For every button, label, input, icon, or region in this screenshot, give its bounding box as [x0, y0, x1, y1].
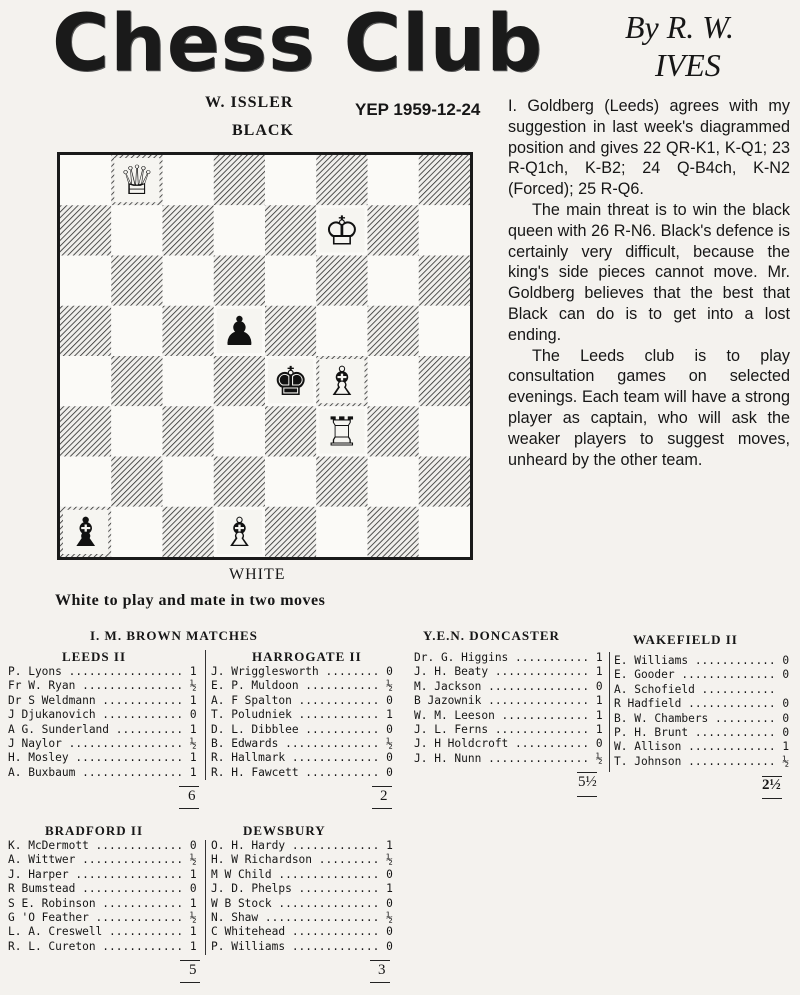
- result-row: R Bumstead ............... 0: [8, 882, 197, 896]
- leeds-total: 6: [188, 788, 196, 804]
- total-rule: [370, 960, 390, 961]
- column-title: Chess Club: [52, 0, 544, 89]
- column-divider: [205, 650, 206, 780]
- result-row: J. H. Nunn ............... ½: [414, 751, 603, 765]
- dark-square: [316, 256, 367, 306]
- light-square: [419, 306, 470, 356]
- light-square: [368, 457, 419, 507]
- light-square: [60, 256, 111, 306]
- total-rule: [180, 982, 200, 983]
- result-row: O. H. Hardy ............. 1: [211, 839, 393, 852]
- result-row: S E. Robinson ............ 1: [8, 896, 197, 910]
- harrogate-total: 2: [380, 788, 388, 804]
- dark-square: [163, 205, 214, 255]
- dark-square: [214, 457, 265, 507]
- result-row: W B Stock ............... 0: [211, 896, 393, 910]
- byline: [625, 8, 795, 84]
- dark-square: [60, 306, 111, 356]
- dark-square: [111, 356, 162, 406]
- dark-square: [265, 205, 316, 255]
- light-square: [419, 205, 470, 255]
- result-row: W. Allison ............. 1: [614, 740, 790, 754]
- result-row: T. Johnson ............. ½: [614, 754, 790, 768]
- black-bishop-piece: ♝: [67, 509, 104, 556]
- light-square: [60, 356, 111, 406]
- white-queen-piece: ♕: [118, 158, 155, 205]
- white-king-piece: ♔: [323, 208, 360, 255]
- white-bishop-piece: ♗: [323, 359, 360, 406]
- light-square: [163, 155, 214, 205]
- dark-square: [163, 406, 214, 456]
- black-pawn-piece: ♟: [221, 308, 258, 355]
- result-row: B. W. Chambers ......... 0: [614, 711, 790, 725]
- dark-square: [368, 306, 419, 356]
- light-square: [60, 457, 111, 507]
- result-row: A. Wittwer ............... ½: [8, 853, 197, 867]
- result-row: D. L. Dibblee ........... 0: [211, 722, 393, 736]
- light-square: [214, 406, 265, 456]
- bradford-total: 5: [189, 962, 197, 978]
- total-rule: [372, 808, 392, 809]
- column-divider: [205, 840, 206, 955]
- result-row: A. Buxbaum ............... 1: [8, 765, 197, 779]
- dark-square: [111, 457, 162, 507]
- light-square: [368, 356, 419, 406]
- article-paragraph-2: The main threat is to win the black queen with 26 R-N6. Black's defence is certainly very difficult, because the king's side pieces cannot move. Mr. Goldberg believes that the best that Black can do is to get into a lost ending.: [508, 200, 790, 344]
- light-square: [60, 155, 111, 205]
- result-row: R Hadfield ............. 0: [614, 697, 790, 711]
- result-row: J. Wrigglesworth ........ 0: [211, 665, 393, 678]
- result-row: J. H. Beaty .............. 1: [414, 665, 603, 679]
- dark-square: [214, 356, 265, 406]
- light-square: [368, 256, 419, 306]
- result-row: E. P. Muldoon ........... ½: [211, 679, 393, 693]
- byline-line-1: By R. W.: [625, 9, 735, 45]
- result-row: Dr. G. Higgins ........... 1: [414, 651, 603, 664]
- light-square: [265, 256, 316, 306]
- white-rook-piece: ♖: [323, 409, 360, 456]
- result-row: T. Poludniek ............ 1: [211, 708, 393, 722]
- result-row: J. L. Ferns .............. 1: [414, 723, 603, 737]
- total-rule: [577, 796, 597, 797]
- light-square: [214, 205, 265, 255]
- result-row: Fr W. Ryan ............... ½: [8, 679, 197, 693]
- result-row: W. M. Leeson ............. 1: [414, 708, 603, 722]
- black-king-piece: ♚: [272, 359, 309, 406]
- result-row: C Whitehead ............. 0: [211, 925, 393, 939]
- light-square: [163, 457, 214, 507]
- result-row: H. Mosley ................ 1: [8, 751, 197, 765]
- result-row: J. H Holdcroft ........... 0: [414, 737, 603, 751]
- result-row: L. A. Creswell ........... 1: [8, 925, 197, 939]
- leeds-heading: LEEDS II: [62, 649, 126, 664]
- result-row: J. D. Phelps ............ 1: [211, 882, 393, 896]
- result-row: N. Shaw ................. ½: [211, 911, 393, 925]
- result-row: P. H. Brunt ............ 0: [614, 726, 790, 740]
- result-row: P. Lyons ................. 1: [8, 665, 197, 678]
- dark-square: [368, 205, 419, 255]
- dark-square: [265, 507, 316, 557]
- light-square: [111, 306, 162, 356]
- light-square: [265, 155, 316, 205]
- brown-matches-heading: I. M. BROWN MATCHES: [90, 628, 258, 643]
- problem-caption: White to play and mate in two moves: [55, 592, 326, 609]
- column-divider: [609, 652, 610, 772]
- dark-square: [419, 356, 470, 406]
- leeds-results: [8, 665, 197, 780]
- dark-square: [419, 457, 470, 507]
- dark-square: [419, 155, 470, 205]
- result-row: K. McDermott ............. 0: [8, 839, 197, 852]
- result-row: J Naylor ................. ½: [8, 737, 197, 751]
- light-square: [368, 155, 419, 205]
- result-row: P. Williams ............. 0: [211, 939, 393, 953]
- result-row: E. Gooder .............. 0: [614, 668, 790, 682]
- result-row: H. W Richardson ......... ½: [211, 853, 393, 867]
- result-row: M. Jackson ............... 0: [414, 679, 603, 693]
- dark-square: [60, 205, 111, 255]
- result-row: B. Edwards .............. ½: [211, 737, 393, 751]
- dark-square: [316, 457, 367, 507]
- dark-square: [60, 406, 111, 456]
- result-row: R. L. Cureton ............ 1: [8, 939, 197, 953]
- dark-square: [419, 256, 470, 306]
- dark-square: [368, 507, 419, 557]
- light-square: [163, 256, 214, 306]
- light-square: [316, 306, 367, 356]
- harrogate-heading: HARROGATE II: [252, 649, 362, 664]
- light-square: [316, 507, 367, 557]
- result-row: G 'O Feather ............. ½: [8, 911, 197, 925]
- result-row: R. H. Fawcett ........... 0: [211, 765, 393, 779]
- total-rule: [577, 772, 597, 773]
- wakefield-heading: WAKEFIELD II: [633, 632, 738, 647]
- dark-square: [265, 406, 316, 456]
- result-row: A. Schofield ...........: [614, 682, 790, 696]
- total-rule: [762, 798, 782, 799]
- result-row: Dr S Weldmann ............ 1: [8, 693, 197, 707]
- result-row: B Jazownik ............... 1: [414, 694, 603, 708]
- dark-square: [214, 155, 265, 205]
- dewsbury-total: 3: [378, 962, 386, 978]
- dark-square: [111, 256, 162, 306]
- light-square: [419, 406, 470, 456]
- bradford-heading: BRADFORD II: [45, 823, 144, 838]
- article-paragraph-1: I. Goldberg (Leeds) agrees with my suggestion in last week's diagrammed position and gives 22 QR-K1, K-Q1; 23 R-Q1ch, K-B2; 24 Q-B4ch, K-N2 (Forced); 25 R-Q6.: [508, 97, 790, 199]
- bradford-results: [8, 839, 197, 954]
- dewsbury-results: [211, 839, 393, 954]
- total-rule: [372, 786, 392, 787]
- result-row: A. F Spalton ............ 0: [211, 693, 393, 707]
- result-row: J Djukanovich ............ 0: [8, 708, 197, 722]
- dark-square: [368, 406, 419, 456]
- dark-square: [265, 306, 316, 356]
- dark-square: [163, 507, 214, 557]
- dark-square: [214, 256, 265, 306]
- light-square: [111, 406, 162, 456]
- doncaster-results: [414, 651, 603, 766]
- column-article: [508, 96, 790, 470]
- light-square: [111, 507, 162, 557]
- harrogate-results: [211, 665, 393, 780]
- result-row: M W Child ............... 0: [211, 867, 393, 881]
- wakefield-total: 2½: [762, 777, 781, 793]
- white-side-label: WHITE: [229, 566, 286, 583]
- light-square: [111, 205, 162, 255]
- light-square: [419, 507, 470, 557]
- light-square: [265, 457, 316, 507]
- total-rule: [179, 786, 199, 787]
- total-rule: [179, 808, 199, 809]
- result-row: R. Hallmark ............. 0: [211, 751, 393, 765]
- light-square: [163, 356, 214, 406]
- byline-author: IVES: [655, 47, 721, 83]
- article-paragraph-3: The Leeds club is to play consultation games on selected evenings. Each team will have a strong player as captain, who will ask the weaker players to suggest moves, unheard by the other team.: [508, 346, 790, 469]
- dark-square: [163, 306, 214, 356]
- chess-board-diagram: [57, 152, 473, 560]
- issue-reference: YEP 1959-12-24: [355, 100, 481, 119]
- dewsbury-heading: DEWSBURY: [243, 823, 326, 838]
- dark-square: [316, 155, 367, 205]
- white-bishop-piece: ♗: [221, 509, 258, 556]
- wakefield-results: [614, 654, 789, 769]
- total-rule: [370, 982, 390, 983]
- result-row: A G. Sunderland .......... 1: [8, 722, 197, 736]
- yen-doncaster-heading: Y.E.N. DONCASTER: [423, 628, 560, 643]
- problem-composer: W. ISSLER: [205, 94, 294, 111]
- result-row: E. Williams ............ 0: [614, 654, 790, 667]
- total-rule: [180, 960, 200, 961]
- doncaster-total: 5½: [578, 774, 597, 790]
- result-row: J. Harper ................ 1: [8, 867, 197, 881]
- chess-board-svg: [60, 155, 470, 557]
- black-side-label: BLACK: [232, 122, 294, 139]
